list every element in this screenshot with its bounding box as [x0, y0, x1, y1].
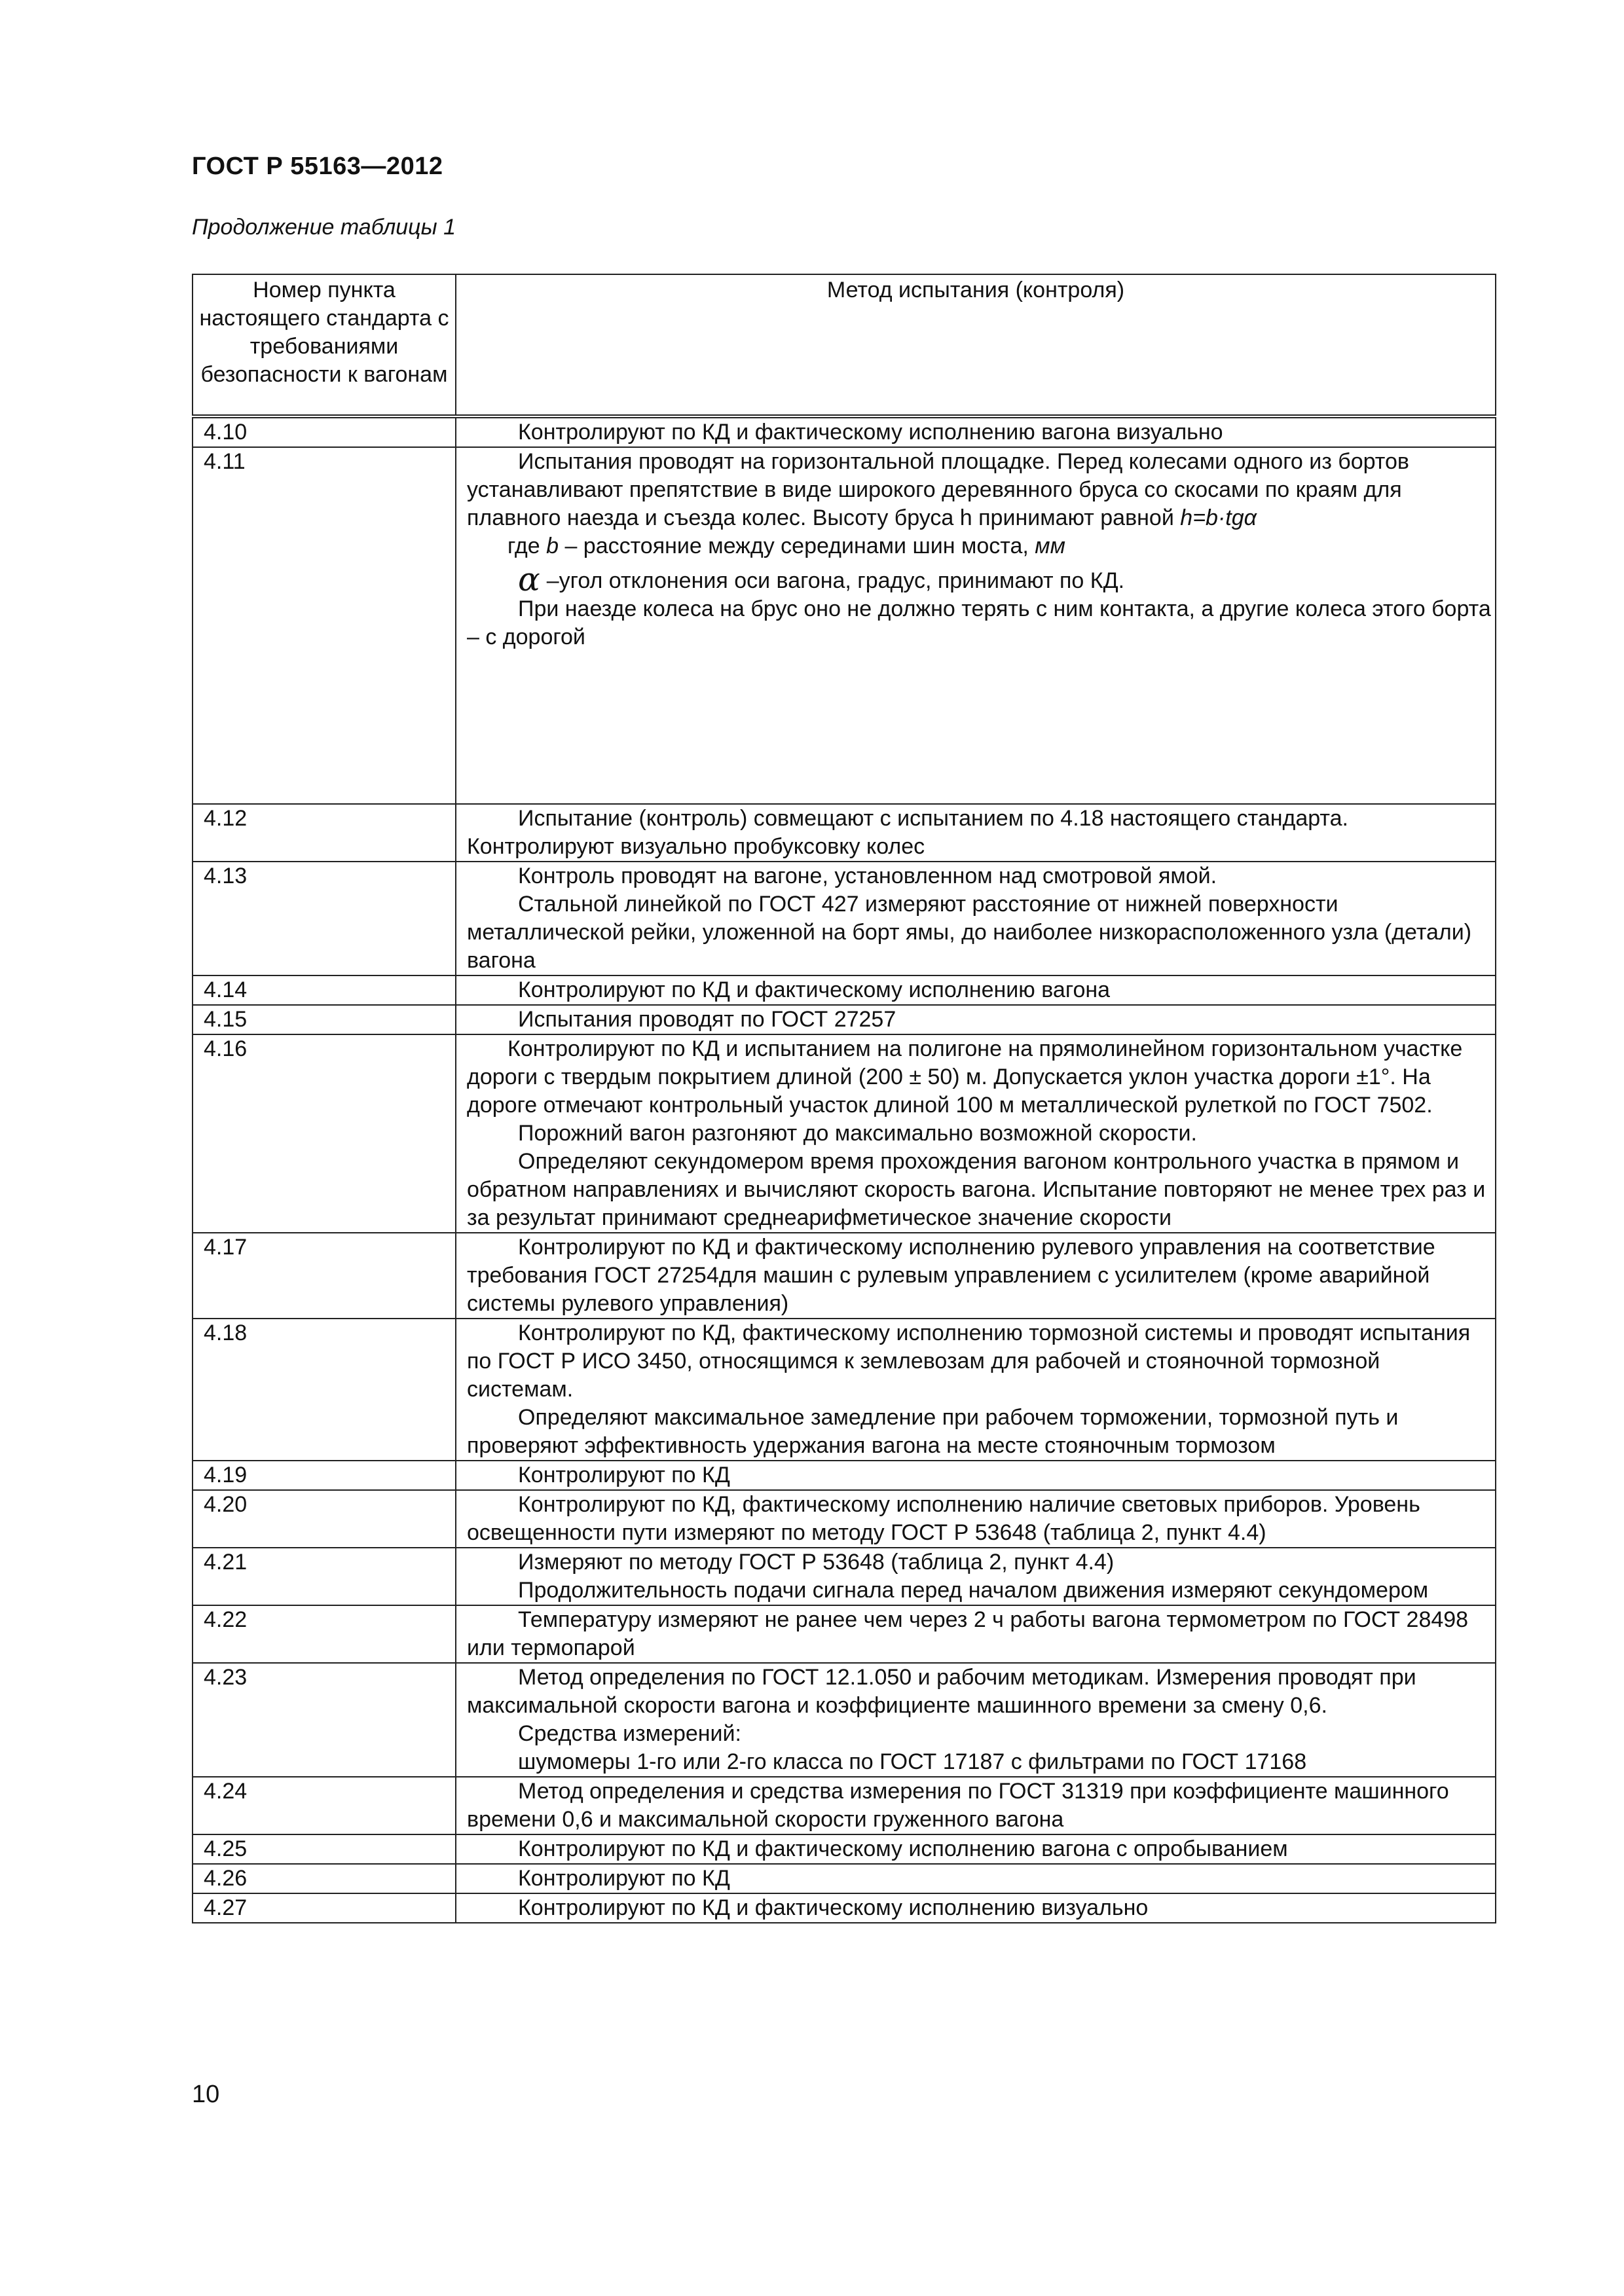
- formula: h=b·tgα: [1180, 505, 1257, 530]
- table-row: [193, 1461, 1496, 1490]
- method-text: Контролируют по КД и фактическому исполнению вагона с опробыванием: [456, 1834, 1496, 1864]
- table-row: [193, 1663, 1496, 1777]
- table-row: [193, 1864, 1496, 1893]
- clause-number: 4.11: [193, 447, 456, 804]
- clause-number: 4.10: [193, 416, 456, 447]
- page-number: 10: [192, 2081, 220, 2108]
- clause-number: 4.17: [193, 1233, 456, 1319]
- table-row: [193, 1319, 1496, 1461]
- method-text: Метод определения по ГОСТ 12.1.050 и рабочим методикам. Измерения проводят при максимальной скорости вагона и коэффициенте машинного времени за смену 0,6. Средства измерений: шумомеры 1-го или 2-го класса по ГОСТ 17187 с фильтрами по ГОСТ 17168: [456, 1663, 1496, 1777]
- unit-label: мм: [1035, 534, 1065, 558]
- table-row: [193, 1005, 1496, 1034]
- table-row: [193, 1233, 1496, 1319]
- clause-number: 4.14: [193, 975, 456, 1005]
- column-header-clause-number: Номер пункта настоящего стандарта с требованиями безопасности к вагонам: [193, 274, 456, 416]
- test-methods-table: [192, 274, 1496, 1923]
- table-row: [193, 1893, 1496, 1923]
- table-row: [193, 1605, 1496, 1663]
- table-row: [193, 447, 1496, 804]
- table-row: [193, 1034, 1496, 1233]
- table-header-row: [193, 274, 1496, 416]
- clause-number: 4.22: [193, 1605, 456, 1663]
- method-text: Метод определения и средства измерения по ГОСТ 31319 при коэффициенте машинного времени 0,6 и максимальной скорости груженного вагона: [456, 1777, 1496, 1834]
- column-header-test-method: Метод испытания (контроля): [456, 274, 1496, 416]
- method-text: Испытания проводят по ГОСТ 27257: [456, 1005, 1496, 1034]
- clause-number: 4.16: [193, 1034, 456, 1233]
- table-row: [193, 862, 1496, 975]
- method-paragraph: Испытания проводят на горизонтальной площадке. Перед колесами одного из бортов устанавливают препятствие в виде широкого деревянного бруса со скосами по краям для плавного наезда и съезда колес. Высоту бруса h принимают равной: [467, 449, 1409, 530]
- method-text: Испытание (контроль) совмещают с испытанием по 4.18 настоящего стандарта. Контролируют визуально пробуксовку колес: [456, 804, 1496, 862]
- method-text: Измеряют по методу ГОСТ Р 53648 (таблица 2, пункт 4.4) Продолжительность подачи сигнала перед началом движения измеряют секундомером: [456, 1548, 1496, 1605]
- method-text: Контролируют по КД: [456, 1461, 1496, 1490]
- method-text: Контроль проводят на вагоне, установленном над смотровой ямой. Стальной линейкой по ГОСТ 427 измеряют расстояние от нижней поверхности металлической рейки, уложенной на борт ямы, до наиболее низкорасположенного узла (детали) вагона: [456, 862, 1496, 975]
- method-text: Контролируют по КД, фактическому исполнению наличие световых приборов. Уровень освещенности пути измеряют по методу ГОСТ Р 53648 (таблица 2, пункт 4.4): [456, 1490, 1496, 1548]
- clause-number: 4.25: [193, 1834, 456, 1864]
- method-text: Контролируют по КД и испытанием на полигоне на прямолинейном горизонтальном участке дороги с твердым покрытием длиной (200 ± 50) м. Допускается уклон участка дороги ±1°. На дороге отмечают контрольный участок длиной 100 м металлической рулеткой по ГОСТ 7502. Порожний вагон разгоняют до максимально возможной скорости. Определяют секундомером время прохождения вагоном контрольного участка в прямом и обратном направлениях и вычисляют скорость вагона. Испытание повторяют не менее трех раз и за результат принимают среднеарифметическое значение скорости: [456, 1034, 1496, 1233]
- document-code: ГОСТ Р 55163—2012: [192, 153, 443, 180]
- method-text: Температуру измеряют не ранее чем через 2 ч работы вагона термометром по ГОСТ 28498 или термопарой: [456, 1605, 1496, 1663]
- method-text: Контролируют по КД, фактическому исполнению тормозной системы и проводят испытания по ГОСТ Р ИСО 3450, относящимся к землевозам для рабочей и стояночной тормозной системам. Определяют максимальное замедление при рабочем торможении, тормозной путь и проверяют эффективность удержания вагона на месте стояночным тормозом: [456, 1319, 1496, 1461]
- table-row: [193, 1490, 1496, 1548]
- clause-number: 4.18: [193, 1319, 456, 1461]
- clause-number: 4.21: [193, 1548, 456, 1605]
- clause-number: 4.23: [193, 1663, 456, 1777]
- table-row: [193, 975, 1496, 1005]
- clause-number: 4.19: [193, 1461, 456, 1490]
- method-text: Контролируют по КД и фактическому исполнению рулевого управления на соответствие требования ГОСТ 27254для машин с рулевым управлением с усилителем (кроме аварийной системы рулевого управления): [456, 1233, 1496, 1319]
- table-row: [193, 1834, 1496, 1864]
- table-row: [193, 804, 1496, 862]
- table-row: [193, 1777, 1496, 1834]
- clause-number: 4.15: [193, 1005, 456, 1034]
- clause-number: 4.27: [193, 1893, 456, 1923]
- clause-number: 4.24: [193, 1777, 456, 1834]
- table-row: [193, 1548, 1496, 1605]
- alpha-symbol: α: [518, 560, 540, 598]
- clause-number: 4.20: [193, 1490, 456, 1548]
- clause-number: 4.12: [193, 804, 456, 862]
- method-text: Контролируют по КД и фактическому исполнению вагона визуально: [456, 416, 1496, 447]
- table-row: [193, 416, 1496, 447]
- method-text: Контролируют по КД и фактическому исполнению визуально: [456, 1893, 1496, 1923]
- clause-number: 4.26: [193, 1864, 456, 1893]
- method-text: Контролируют по КД: [456, 1864, 1496, 1893]
- method-text: Испытания проводят на горизонтальной площадке. Перед колесами одного из бортов устанавливают препятствие в виде широкого деревянного бруса со скосами по краям для плавного наезда и съезда колес. Высоту бруса h принимают равной h=b·tgα где b – расстояние между серединами шин моста, мм α –угол отклонения оси вагона, градус, принимают по КД. При наезде колеса на брус оно не должно терять с ним контакта, а другие колеса этого борта – с дорогой: [456, 447, 1496, 804]
- method-text: Контролируют по КД и фактическому исполнению вагона: [456, 975, 1496, 1005]
- clause-number: 4.13: [193, 862, 456, 975]
- table-continuation-label: Продолжение таблицы 1: [192, 215, 456, 240]
